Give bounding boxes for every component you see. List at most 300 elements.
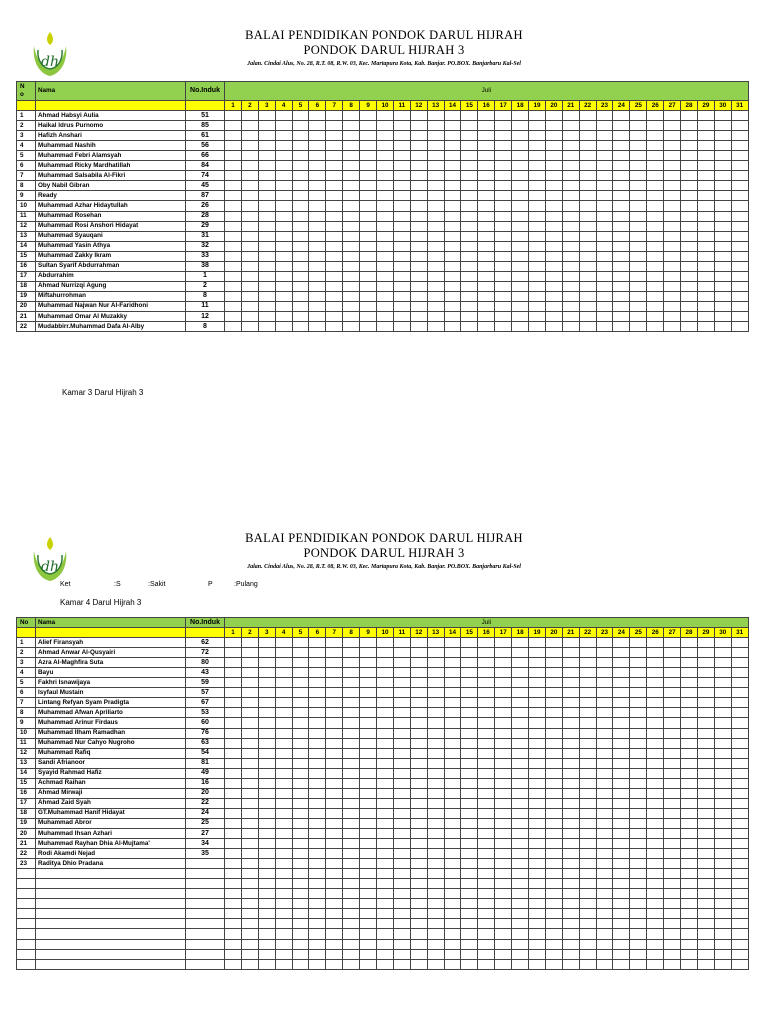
attendance-cell[interactable] (579, 201, 596, 211)
attendance-cell[interactable] (596, 708, 613, 718)
attendance-cell[interactable] (495, 322, 512, 332)
attendance-cell[interactable] (258, 181, 275, 191)
attendance-cell[interactable] (579, 939, 596, 949)
attendance-cell[interactable] (478, 291, 495, 301)
attendance-cell[interactable] (241, 748, 258, 758)
attendance-cell[interactable] (377, 788, 394, 798)
attendance-cell[interactable] (478, 909, 495, 919)
attendance-cell[interactable] (393, 949, 410, 959)
attendance-cell[interactable] (275, 291, 292, 301)
attendance-cell[interactable] (664, 291, 681, 301)
attendance-cell[interactable] (326, 959, 343, 969)
attendance-cell[interactable] (326, 778, 343, 788)
attendance-cell[interactable] (377, 211, 394, 221)
attendance-cell[interactable] (241, 638, 258, 648)
attendance-cell[interactable] (292, 889, 309, 899)
attendance-cell[interactable] (596, 658, 613, 668)
attendance-cell[interactable] (377, 161, 394, 171)
attendance-cell[interactable] (427, 889, 444, 899)
attendance-cell[interactable] (444, 859, 461, 869)
attendance-cell[interactable] (613, 221, 630, 231)
attendance-cell[interactable] (410, 191, 427, 201)
attendance-cell[interactable] (596, 638, 613, 648)
attendance-cell[interactable] (647, 241, 664, 251)
attendance-cell[interactable] (664, 758, 681, 768)
attendance-cell[interactable] (461, 808, 478, 818)
attendance-cell[interactable] (478, 648, 495, 658)
attendance-cell[interactable] (444, 161, 461, 171)
attendance-cell[interactable] (360, 211, 377, 221)
attendance-cell[interactable] (225, 291, 242, 301)
attendance-cell[interactable] (225, 859, 242, 869)
attendance-cell[interactable] (444, 151, 461, 161)
attendance-cell[interactable] (326, 171, 343, 181)
attendance-cell[interactable] (562, 828, 579, 838)
attendance-cell[interactable] (241, 698, 258, 708)
attendance-cell[interactable] (647, 839, 664, 849)
attendance-cell[interactable] (731, 869, 748, 879)
attendance-cell[interactable] (512, 241, 529, 251)
attendance-cell[interactable] (275, 698, 292, 708)
attendance-cell[interactable] (731, 241, 748, 251)
attendance-cell[interactable] (613, 261, 630, 271)
attendance-cell[interactable] (225, 141, 242, 151)
attendance-cell[interactable] (410, 311, 427, 321)
attendance-cell[interactable] (681, 658, 698, 668)
attendance-cell[interactable] (714, 181, 731, 191)
attendance-cell[interactable] (343, 828, 360, 838)
attendance-cell[interactable] (562, 281, 579, 291)
attendance-cell[interactable] (258, 211, 275, 221)
attendance-cell[interactable] (393, 678, 410, 688)
attendance-cell[interactable] (613, 658, 630, 668)
attendance-cell[interactable] (647, 849, 664, 859)
attendance-cell[interactable] (258, 241, 275, 251)
attendance-cell[interactable] (444, 121, 461, 131)
attendance-cell[interactable] (647, 728, 664, 738)
attendance-cell[interactable] (258, 959, 275, 969)
attendance-cell[interactable] (393, 261, 410, 271)
attendance-cell[interactable] (360, 648, 377, 658)
attendance-cell[interactable] (241, 201, 258, 211)
attendance-cell[interactable] (529, 241, 546, 251)
attendance-cell[interactable] (562, 322, 579, 332)
attendance-cell[interactable] (681, 271, 698, 281)
attendance-cell[interactable] (360, 798, 377, 808)
attendance-cell[interactable] (579, 231, 596, 241)
attendance-cell[interactable] (596, 241, 613, 251)
attendance-cell[interactable] (225, 718, 242, 728)
attendance-cell[interactable] (630, 281, 647, 291)
attendance-cell[interactable] (647, 889, 664, 899)
attendance-cell[interactable] (225, 191, 242, 201)
attendance-cell[interactable] (613, 141, 630, 151)
attendance-cell[interactable] (377, 311, 394, 321)
attendance-cell[interactable] (731, 808, 748, 818)
attendance-cell[interactable] (613, 808, 630, 818)
attendance-cell[interactable] (647, 778, 664, 788)
attendance-cell[interactable] (275, 778, 292, 788)
attendance-cell[interactable] (292, 121, 309, 131)
attendance-cell[interactable] (664, 869, 681, 879)
attendance-cell[interactable] (225, 788, 242, 798)
attendance-cell[interactable] (613, 201, 630, 211)
attendance-cell[interactable] (360, 688, 377, 698)
attendance-cell[interactable] (326, 718, 343, 728)
attendance-cell[interactable] (292, 698, 309, 708)
attendance-cell[interactable] (664, 678, 681, 688)
attendance-cell[interactable] (545, 668, 562, 678)
attendance-cell[interactable] (545, 111, 562, 121)
attendance-cell[interactable] (225, 949, 242, 959)
attendance-cell[interactable] (444, 869, 461, 879)
attendance-cell[interactable] (275, 161, 292, 171)
attendance-cell[interactable] (309, 668, 326, 678)
attendance-cell[interactable] (630, 758, 647, 768)
attendance-cell[interactable] (343, 778, 360, 788)
attendance-cell[interactable] (562, 201, 579, 211)
attendance-cell[interactable] (343, 111, 360, 121)
attendance-cell[interactable] (241, 648, 258, 658)
attendance-cell[interactable] (377, 919, 394, 929)
attendance-cell[interactable] (427, 281, 444, 291)
attendance-cell[interactable] (478, 111, 495, 121)
attendance-cell[interactable] (444, 728, 461, 738)
attendance-cell[interactable] (241, 839, 258, 849)
attendance-cell[interactable] (545, 828, 562, 838)
attendance-cell[interactable] (444, 788, 461, 798)
attendance-cell[interactable] (258, 798, 275, 808)
attendance-cell[interactable] (714, 171, 731, 181)
attendance-cell[interactable] (309, 658, 326, 668)
attendance-cell[interactable] (326, 322, 343, 332)
attendance-cell[interactable] (461, 949, 478, 959)
attendance-cell[interactable] (630, 311, 647, 321)
attendance-cell[interactable] (596, 698, 613, 708)
attendance-cell[interactable] (275, 899, 292, 909)
attendance-cell[interactable] (427, 638, 444, 648)
attendance-cell[interactable] (630, 859, 647, 869)
attendance-cell[interactable] (461, 261, 478, 271)
attendance-cell[interactable] (545, 859, 562, 869)
attendance-cell[interactable] (326, 909, 343, 919)
attendance-cell[interactable] (545, 271, 562, 281)
attendance-cell[interactable] (495, 648, 512, 658)
attendance-cell[interactable] (529, 768, 546, 778)
attendance-cell[interactable] (225, 798, 242, 808)
attendance-cell[interactable] (613, 839, 630, 849)
attendance-cell[interactable] (427, 839, 444, 849)
attendance-cell[interactable] (326, 658, 343, 668)
attendance-cell[interactable] (377, 728, 394, 738)
attendance-cell[interactable] (461, 281, 478, 291)
attendance-cell[interactable] (647, 668, 664, 678)
attendance-cell[interactable] (495, 909, 512, 919)
attendance-cell[interactable] (731, 839, 748, 849)
attendance-cell[interactable] (714, 738, 731, 748)
attendance-cell[interactable] (630, 171, 647, 181)
attendance-cell[interactable] (461, 708, 478, 718)
attendance-cell[interactable] (410, 909, 427, 919)
attendance-cell[interactable] (579, 828, 596, 838)
attendance-cell[interactable] (427, 869, 444, 879)
attendance-cell[interactable] (343, 959, 360, 969)
attendance-cell[interactable] (664, 131, 681, 141)
attendance-cell[interactable] (664, 281, 681, 291)
attendance-cell[interactable] (681, 818, 698, 828)
attendance-cell[interactable] (444, 648, 461, 658)
attendance-cell[interactable] (258, 788, 275, 798)
attendance-cell[interactable] (275, 171, 292, 181)
attendance-cell[interactable] (613, 859, 630, 869)
attendance-cell[interactable] (326, 151, 343, 161)
attendance-cell[interactable] (444, 301, 461, 311)
attendance-cell[interactable] (664, 171, 681, 181)
attendance-cell[interactable] (731, 919, 748, 929)
attendance-cell[interactable] (613, 929, 630, 939)
attendance-cell[interactable] (461, 301, 478, 311)
attendance-cell[interactable] (258, 758, 275, 768)
attendance-cell[interactable] (495, 171, 512, 181)
attendance-cell[interactable] (309, 879, 326, 889)
attendance-cell[interactable] (377, 151, 394, 161)
attendance-cell[interactable] (393, 211, 410, 221)
attendance-cell[interactable] (377, 959, 394, 969)
attendance-cell[interactable] (630, 291, 647, 301)
attendance-cell[interactable] (664, 788, 681, 798)
attendance-cell[interactable] (292, 909, 309, 919)
attendance-cell[interactable] (225, 171, 242, 181)
attendance-cell[interactable] (664, 768, 681, 778)
attendance-cell[interactable] (647, 121, 664, 131)
attendance-cell[interactable] (495, 949, 512, 959)
attendance-cell[interactable] (562, 939, 579, 949)
attendance-cell[interactable] (326, 678, 343, 688)
attendance-cell[interactable] (427, 151, 444, 161)
attendance-cell[interactable] (596, 678, 613, 688)
attendance-cell[interactable] (714, 141, 731, 151)
attendance-cell[interactable] (562, 211, 579, 221)
attendance-cell[interactable] (225, 648, 242, 658)
attendance-cell[interactable] (360, 131, 377, 141)
attendance-cell[interactable] (360, 151, 377, 161)
attendance-cell[interactable] (495, 939, 512, 949)
attendance-cell[interactable] (241, 768, 258, 778)
attendance-cell[interactable] (545, 241, 562, 251)
attendance-cell[interactable] (562, 171, 579, 181)
attendance-cell[interactable] (664, 181, 681, 191)
attendance-cell[interactable] (444, 241, 461, 251)
attendance-cell[interactable] (241, 261, 258, 271)
attendance-cell[interactable] (512, 231, 529, 241)
attendance-cell[interactable] (562, 869, 579, 879)
attendance-cell[interactable] (343, 261, 360, 271)
attendance-cell[interactable] (613, 949, 630, 959)
attendance-cell[interactable] (393, 322, 410, 332)
attendance-cell[interactable] (326, 648, 343, 658)
attendance-cell[interactable] (241, 949, 258, 959)
attendance-cell[interactable] (393, 668, 410, 678)
attendance-cell[interactable] (478, 788, 495, 798)
attendance-cell[interactable] (562, 111, 579, 121)
attendance-cell[interactable] (393, 859, 410, 869)
attendance-cell[interactable] (427, 859, 444, 869)
attendance-cell[interactable] (343, 121, 360, 131)
attendance-cell[interactable] (630, 111, 647, 121)
attendance-cell[interactable] (512, 939, 529, 949)
attendance-cell[interactable] (343, 859, 360, 869)
attendance-cell[interactable] (275, 889, 292, 899)
attendance-cell[interactable] (427, 251, 444, 261)
attendance-cell[interactable] (478, 201, 495, 211)
attendance-cell[interactable] (529, 839, 546, 849)
attendance-cell[interactable] (681, 181, 698, 191)
attendance-cell[interactable] (360, 121, 377, 131)
attendance-cell[interactable] (225, 939, 242, 949)
attendance-cell[interactable] (393, 788, 410, 798)
attendance-cell[interactable] (596, 211, 613, 221)
attendance-cell[interactable] (377, 808, 394, 818)
attendance-cell[interactable] (545, 959, 562, 969)
attendance-cell[interactable] (630, 788, 647, 798)
attendance-cell[interactable] (562, 131, 579, 141)
attendance-cell[interactable] (258, 768, 275, 778)
attendance-cell[interactable] (292, 798, 309, 808)
attendance-cell[interactable] (664, 261, 681, 271)
attendance-cell[interactable] (241, 939, 258, 949)
attendance-cell[interactable] (512, 201, 529, 211)
attendance-cell[interactable] (579, 889, 596, 899)
attendance-cell[interactable] (562, 839, 579, 849)
attendance-cell[interactable] (495, 738, 512, 748)
attendance-cell[interactable] (241, 919, 258, 929)
attendance-cell[interactable] (309, 171, 326, 181)
attendance-cell[interactable] (275, 728, 292, 738)
attendance-cell[interactable] (579, 181, 596, 191)
attendance-cell[interactable] (444, 678, 461, 688)
attendance-cell[interactable] (343, 879, 360, 889)
attendance-cell[interactable] (714, 311, 731, 321)
attendance-cell[interactable] (697, 191, 714, 201)
attendance-cell[interactable] (512, 798, 529, 808)
attendance-cell[interactable] (275, 839, 292, 849)
attendance-cell[interactable] (647, 231, 664, 241)
attendance-cell[interactable] (444, 828, 461, 838)
attendance-cell[interactable] (681, 171, 698, 181)
attendance-cell[interactable] (326, 828, 343, 838)
attendance-cell[interactable] (714, 828, 731, 838)
attendance-cell[interactable] (292, 879, 309, 889)
attendance-cell[interactable] (647, 919, 664, 929)
attendance-cell[interactable] (613, 181, 630, 191)
attendance-cell[interactable] (410, 778, 427, 788)
attendance-cell[interactable] (461, 748, 478, 758)
attendance-cell[interactable] (495, 151, 512, 161)
attendance-cell[interactable] (275, 281, 292, 291)
attendance-cell[interactable] (225, 311, 242, 321)
attendance-cell[interactable] (630, 141, 647, 151)
attendance-cell[interactable] (478, 668, 495, 678)
attendance-cell[interactable] (562, 241, 579, 251)
attendance-cell[interactable] (495, 191, 512, 201)
attendance-cell[interactable] (664, 909, 681, 919)
attendance-cell[interactable] (343, 201, 360, 211)
attendance-cell[interactable] (360, 271, 377, 281)
attendance-cell[interactable] (714, 788, 731, 798)
attendance-cell[interactable] (697, 648, 714, 658)
attendance-cell[interactable] (545, 818, 562, 828)
attendance-cell[interactable] (630, 151, 647, 161)
attendance-cell[interactable] (258, 311, 275, 321)
attendance-cell[interactable] (410, 181, 427, 191)
attendance-cell[interactable] (326, 291, 343, 301)
attendance-cell[interactable] (545, 688, 562, 698)
attendance-cell[interactable] (258, 201, 275, 211)
attendance-cell[interactable] (579, 839, 596, 849)
attendance-cell[interactable] (225, 121, 242, 131)
attendance-cell[interactable] (681, 768, 698, 778)
attendance-cell[interactable] (562, 728, 579, 738)
attendance-cell[interactable] (360, 181, 377, 191)
attendance-cell[interactable] (647, 758, 664, 768)
attendance-cell[interactable] (461, 201, 478, 211)
attendance-cell[interactable] (579, 738, 596, 748)
attendance-cell[interactable] (377, 668, 394, 678)
attendance-cell[interactable] (529, 171, 546, 181)
attendance-cell[interactable] (410, 859, 427, 869)
attendance-cell[interactable] (731, 668, 748, 678)
attendance-cell[interactable] (596, 688, 613, 698)
attendance-cell[interactable] (258, 281, 275, 291)
attendance-cell[interactable] (512, 728, 529, 738)
attendance-cell[interactable] (596, 778, 613, 788)
attendance-cell[interactable] (630, 658, 647, 668)
attendance-cell[interactable] (377, 648, 394, 658)
attendance-cell[interactable] (326, 111, 343, 121)
attendance-cell[interactable] (444, 909, 461, 919)
attendance-cell[interactable] (579, 849, 596, 859)
attendance-cell[interactable] (427, 301, 444, 311)
attendance-cell[interactable] (241, 658, 258, 668)
attendance-cell[interactable] (292, 788, 309, 798)
attendance-cell[interactable] (241, 121, 258, 131)
attendance-cell[interactable] (512, 839, 529, 849)
attendance-cell[interactable] (309, 141, 326, 151)
attendance-cell[interactable] (326, 121, 343, 131)
attendance-cell[interactable] (495, 778, 512, 788)
attendance-cell[interactable] (360, 738, 377, 748)
attendance-cell[interactable] (630, 929, 647, 939)
attendance-cell[interactable] (461, 899, 478, 909)
attendance-cell[interactable] (562, 949, 579, 959)
attendance-cell[interactable] (630, 688, 647, 698)
attendance-cell[interactable] (630, 251, 647, 261)
attendance-cell[interactable] (495, 889, 512, 899)
attendance-cell[interactable] (360, 788, 377, 798)
attendance-cell[interactable] (613, 818, 630, 828)
attendance-cell[interactable] (512, 758, 529, 768)
attendance-cell[interactable] (225, 221, 242, 231)
attendance-cell[interactable] (461, 271, 478, 281)
attendance-cell[interactable] (545, 191, 562, 201)
attendance-cell[interactable] (258, 191, 275, 201)
attendance-cell[interactable] (714, 678, 731, 688)
attendance-cell[interactable] (292, 291, 309, 301)
attendance-cell[interactable] (292, 859, 309, 869)
attendance-cell[interactable] (478, 869, 495, 879)
attendance-cell[interactable] (377, 909, 394, 919)
attendance-cell[interactable] (258, 688, 275, 698)
